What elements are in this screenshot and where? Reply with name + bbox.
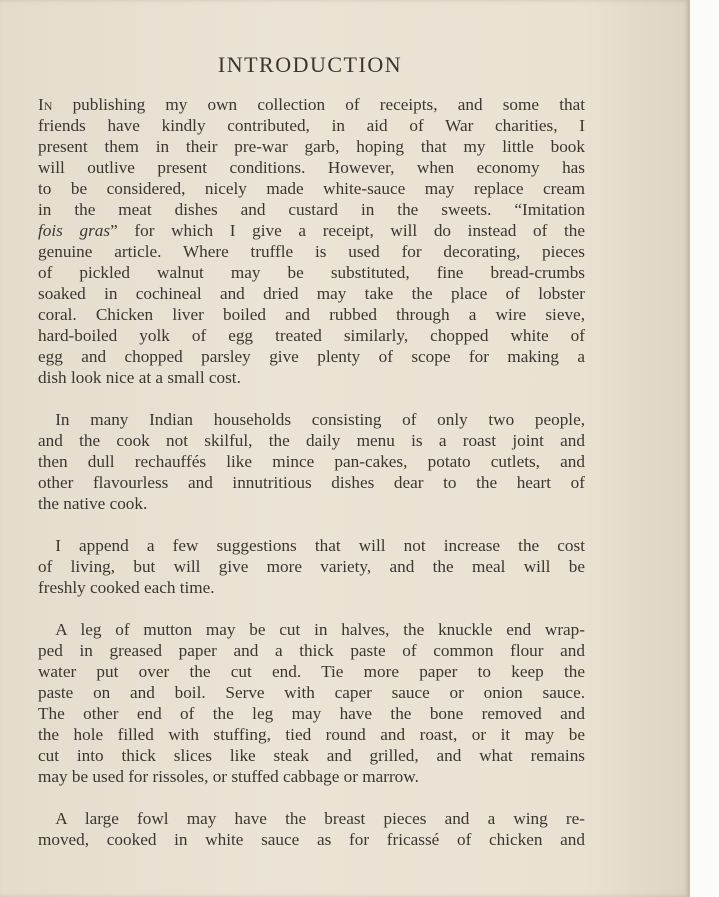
text-line: The other end of the leg may have the bone removed and	[38, 704, 585, 723]
page-title: INTRODUCTION	[217, 52, 403, 77]
text-line: to be considered, nicely made white-sauce may replace cream	[38, 179, 585, 198]
text-line: of pickled walnut may be substituted, fine bread-crumbs	[38, 263, 585, 282]
text-line: moved, cooked in white sauce as for fricassé of chicken and	[38, 830, 585, 849]
text-line: egg and chopped parsley give plenty of scope for making a	[38, 347, 585, 366]
text-line: may be used for rissoles, or stuffed cabbage or marrow.	[38, 767, 419, 786]
italic-text: fois gras	[38, 221, 111, 240]
text-line: and the cook not skilful, the daily menu is a roast joint and	[38, 431, 585, 450]
text-line: water put over the cut end. Tie more paper to keep the	[38, 662, 585, 681]
text-segment: ” for which I give a receipt, will do instead of the	[110, 221, 586, 240]
text-line: hard-boiled yolk of egg treated similarly, chopped white of	[38, 326, 585, 345]
text-line: present them in their pre-war garb, hoping that my little book	[38, 137, 585, 156]
text-segment: In	[38, 95, 53, 114]
text-line: I append a few suggestions that will not increase the cost	[38, 536, 585, 555]
text-line: paste on and boil. Serve with caper sauce or onion sauce.	[38, 683, 585, 702]
text-line: genuine article. Where truffle is used for decorating, pieces	[38, 242, 585, 261]
text-line: the hole filled with stuffing, tied round and roast, or it may be	[38, 725, 585, 744]
text-line: soaked in cochineal and dried may take the place of lobster	[38, 284, 585, 303]
paragraph	[38, 409, 585, 514]
text-line	[38, 220, 585, 241]
page-body	[38, 94, 585, 871]
paragraph	[38, 619, 585, 787]
text-line: coral. Chicken liver boiled and rubbed through a wire sieve,	[38, 305, 585, 324]
paragraph	[38, 94, 585, 388]
text-line	[38, 94, 585, 115]
paragraph	[38, 535, 585, 598]
text-line: cut into thick slices like steak and grilled, and what remains	[38, 746, 585, 765]
text-line: the native cook.	[38, 494, 148, 513]
text-line: other flavourless and innutritious dishes dear to the heart of	[38, 473, 585, 492]
text-line: In many Indian households consisting of only two people,	[38, 410, 585, 429]
text-line: A large fowl may have the breast pieces and a wing re-	[38, 809, 585, 828]
text-line: dish look nice at a small cost.	[38, 368, 241, 387]
text-line: friends have kindly contributed, in aid of War charities, I	[38, 116, 585, 135]
text-line: ped in greased paper and a thick paste of common flour and	[38, 641, 585, 660]
text-line: of living, but will give more variety, and the meal will be	[38, 557, 585, 576]
text-line: then dull rechauffés like mince pan-cakes, potato cutlets, and	[38, 452, 585, 471]
text-line: in the meat dishes and custard in the sweets. “Imitation	[38, 200, 585, 219]
paragraph	[38, 808, 585, 850]
text-segment: publishing my own collection of receipts, and some that	[52, 95, 585, 114]
text-line: will outlive present conditions. However, when economy has	[38, 158, 585, 177]
scan-margin	[690, 0, 719, 897]
text-line: A leg of mutton may be cut in halves, the knuckle end wrap-	[38, 620, 585, 639]
text-line: freshly cooked each time.	[38, 578, 215, 597]
